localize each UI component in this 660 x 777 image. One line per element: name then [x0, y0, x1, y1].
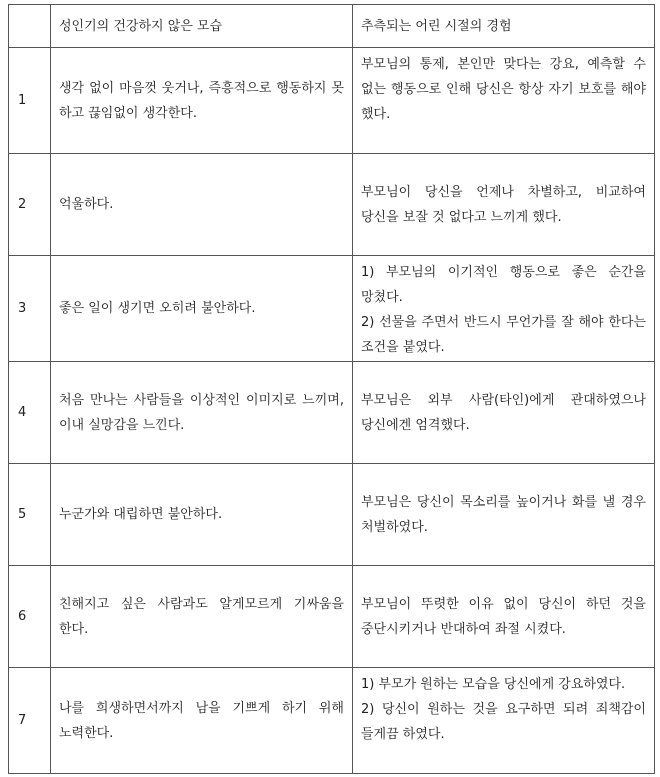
childhood-experience — [353, 464, 655, 566]
experience-item: 부모님이 당신을 언제나 차별하고, 비교하여 당신을 보잘 것 없다고 느끼게 했다. — [361, 184, 646, 225]
row-number: 5 — [9, 464, 51, 566]
adult-behavior: 좋은 일이 생기면 오히려 불안하다. — [51, 256, 353, 362]
childhood-experience — [353, 566, 655, 668]
table-row — [9, 362, 655, 464]
row-number: 7 — [9, 668, 51, 774]
table-row — [9, 48, 655, 154]
childhood-experience — [353, 668, 655, 774]
comparison-table — [8, 4, 655, 774]
experience-item: 1) 부모님의 이기적인 행동으로 좋은 순간을 망쳤다. — [361, 265, 646, 305]
experience-item: 2) 선물을 주면서 반드시 무언가를 잘 해야 한다는 조건을 붙였다. — [361, 315, 646, 355]
experience-item: 부모님은 당신이 목소리를 높이거나 화를 낼 경우 처벌하였다. — [361, 494, 646, 535]
experience-item: 부모님이 뚜렷한 이유 없이 당신이 하던 것을 중단시키거나 반대하여 좌절 시켰다. — [361, 596, 646, 637]
table-row — [9, 566, 655, 668]
table-row — [9, 464, 655, 566]
childhood-experience — [353, 362, 655, 464]
row-number: 4 — [9, 362, 51, 464]
table-header-row — [9, 5, 655, 48]
row-number: 1 — [9, 48, 51, 154]
table-row — [9, 256, 655, 362]
row-number: 2 — [9, 154, 51, 256]
header-child-cell: 추측되는 어린 시절의 경험 — [353, 5, 655, 48]
childhood-experience — [353, 256, 655, 362]
header-number-cell — [9, 5, 51, 48]
adult-behavior: 친해지고 싶은 사람과도 알게모르게 기싸움을 한다. — [51, 566, 353, 668]
adult-behavior: 생각 없이 마음껏 웃거나, 즉흥적으로 행동하지 못 하고 끊임없이 생각한다. — [51, 48, 353, 154]
row-number: 6 — [9, 566, 51, 668]
adult-behavior: 처음 만나는 사람들을 이상적인 이미지로 느끼며, 이내 실망감을 느낀다. — [51, 362, 353, 464]
header-adult-cell: 성인기의 건강하지 않은 모습 — [51, 5, 353, 48]
adult-behavior: 나를 희생하면서까지 남을 기쁘게 하기 위해 노력한다. — [51, 668, 353, 774]
adult-behavior: 억울하다. — [51, 154, 353, 256]
experience-item: 부모님은 외부 사람(타인)에게 관대하였으나 당신에겐 엄격했다. — [361, 392, 646, 433]
childhood-experience — [353, 154, 655, 256]
experience-item: 2) 당신이 원하는 것을 요구하면 되려 죄책감이 들게끔 하였다. — [361, 702, 646, 742]
childhood-experience — [353, 48, 655, 154]
experience-item: 1) 부모가 원하는 모습을 당신에게 강요하였다. — [361, 677, 626, 692]
experience-item: 부모님의 통제, 본인만 맞다는 강요, 예측할 수 없는 행동으로 인해 당신은 항상 자기 보호를 해야 했다. — [361, 57, 646, 122]
table-row — [9, 154, 655, 256]
row-number: 3 — [9, 256, 51, 362]
table-row — [9, 668, 655, 774]
adult-behavior: 누군가와 대립하면 불안하다. — [51, 464, 353, 566]
